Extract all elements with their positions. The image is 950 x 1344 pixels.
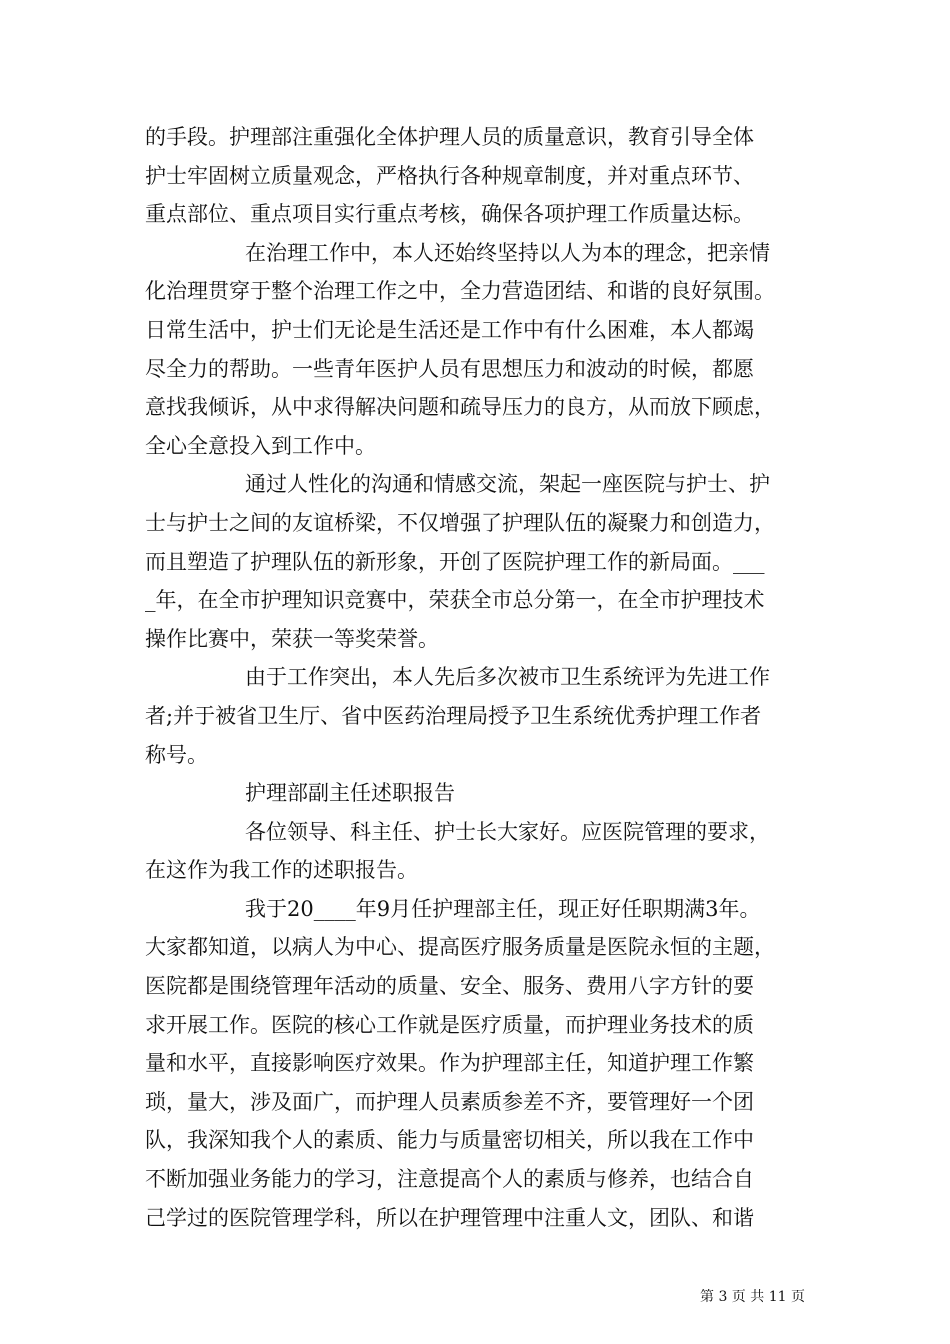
text-line: 化治理贯穿于整个治理工作之中，全力营造团结、和谐的良好氛围。 xyxy=(145,279,775,304)
text-line: 量和水平，直接影响医疗效果。作为护理部主任，知道护理工作繁 xyxy=(145,1051,754,1076)
text-line: 操作比赛中，荣获一等奖荣誉。 xyxy=(145,626,439,651)
text-line: 通过人性化的沟通和情感交流，架起一座医院与护士、护 xyxy=(245,472,770,497)
text-line: 在这作为我工作的述职报告。 xyxy=(145,858,418,883)
text-line: 日常生活中，护士们无论是生活还是工作中有什么困难，本人都竭 xyxy=(145,317,754,342)
text-line: 而且塑造了护理队伍的新形象，开创了医院护理工作的新局面。___ xyxy=(145,549,765,574)
text-line: 士与护士之间的友谊桥梁，不仅增强了护理队伍的凝聚力和创造力， xyxy=(145,510,775,535)
page-number: 第 3 页 共 11 页 xyxy=(700,1289,805,1305)
text-line: 由于工作突出，本人先后多次被市卫生系统评为先进工作 xyxy=(245,665,770,690)
text-line: 我于20____年9月任护理部主任，现正好任职期满3年。 xyxy=(245,896,761,921)
text-line: 大家都知道，以病人为中心、提高医疗服务质量是医院永恒的主题， xyxy=(145,935,775,960)
section-heading: 护理部副主任述职报告 xyxy=(245,781,455,806)
text-line: 医院都是围绕管理年活动的质量、安全、服务、费用八字方针的要 xyxy=(145,974,754,999)
text-line: 不断加强业务能力的学习，注意提高个人的素质与修养，也结合自 xyxy=(145,1167,754,1192)
text-line: 琐，量大，涉及面广，而护理人员素质参差不齐，要管理好一个团 xyxy=(145,1089,754,1114)
text-line: 在治理工作中，本人还始终坚持以人为本的理念，把亲情 xyxy=(245,240,770,265)
text-line: _年，在全市护理知识竞赛中，荣获全市总分第一，在全市护理技术 xyxy=(145,588,765,613)
text-line: 队，我深知我个人的素质、能力与质量密切相关，所以我在工作中 xyxy=(145,1128,754,1153)
text-line: 尽全力的帮助。一些青年医护人员有思想压力和波动的时候，都愿 xyxy=(145,356,754,381)
body-text xyxy=(145,118,825,1237)
text-line: 重点部位、重点项目实行重点考核，确保各项护理工作质量达标。 xyxy=(145,202,754,227)
text-line: 己学过的医院管理学科，所以在护理管理中注重人文，团队、和谐 xyxy=(145,1205,754,1230)
text-line: 者;并于被省卫生厅、省中医药治理局授予卫生系统优秀护理工作者 xyxy=(145,703,762,728)
text-line: 各位领导、科主任、护士长大家好。应医院管理的要求， xyxy=(245,819,770,844)
text-line: 全心全意投入到工作中。 xyxy=(145,433,376,458)
text-line: 意找我倾诉，从中求得解决问题和疏导压力的良方，从而放下顾虑， xyxy=(145,395,775,420)
text-line: 的手段。护理部注重强化全体护理人员的质量意识，教育引导全体 xyxy=(145,125,754,149)
text-line: 称号。 xyxy=(145,742,208,767)
text-line: 护士牢固树立质量观念，严格执行各种规章制度，并对重点环节、 xyxy=(145,163,754,188)
text-line: 求开展工作。医院的核心工作就是医疗质量，而护理业务技术的质 xyxy=(145,1012,754,1037)
